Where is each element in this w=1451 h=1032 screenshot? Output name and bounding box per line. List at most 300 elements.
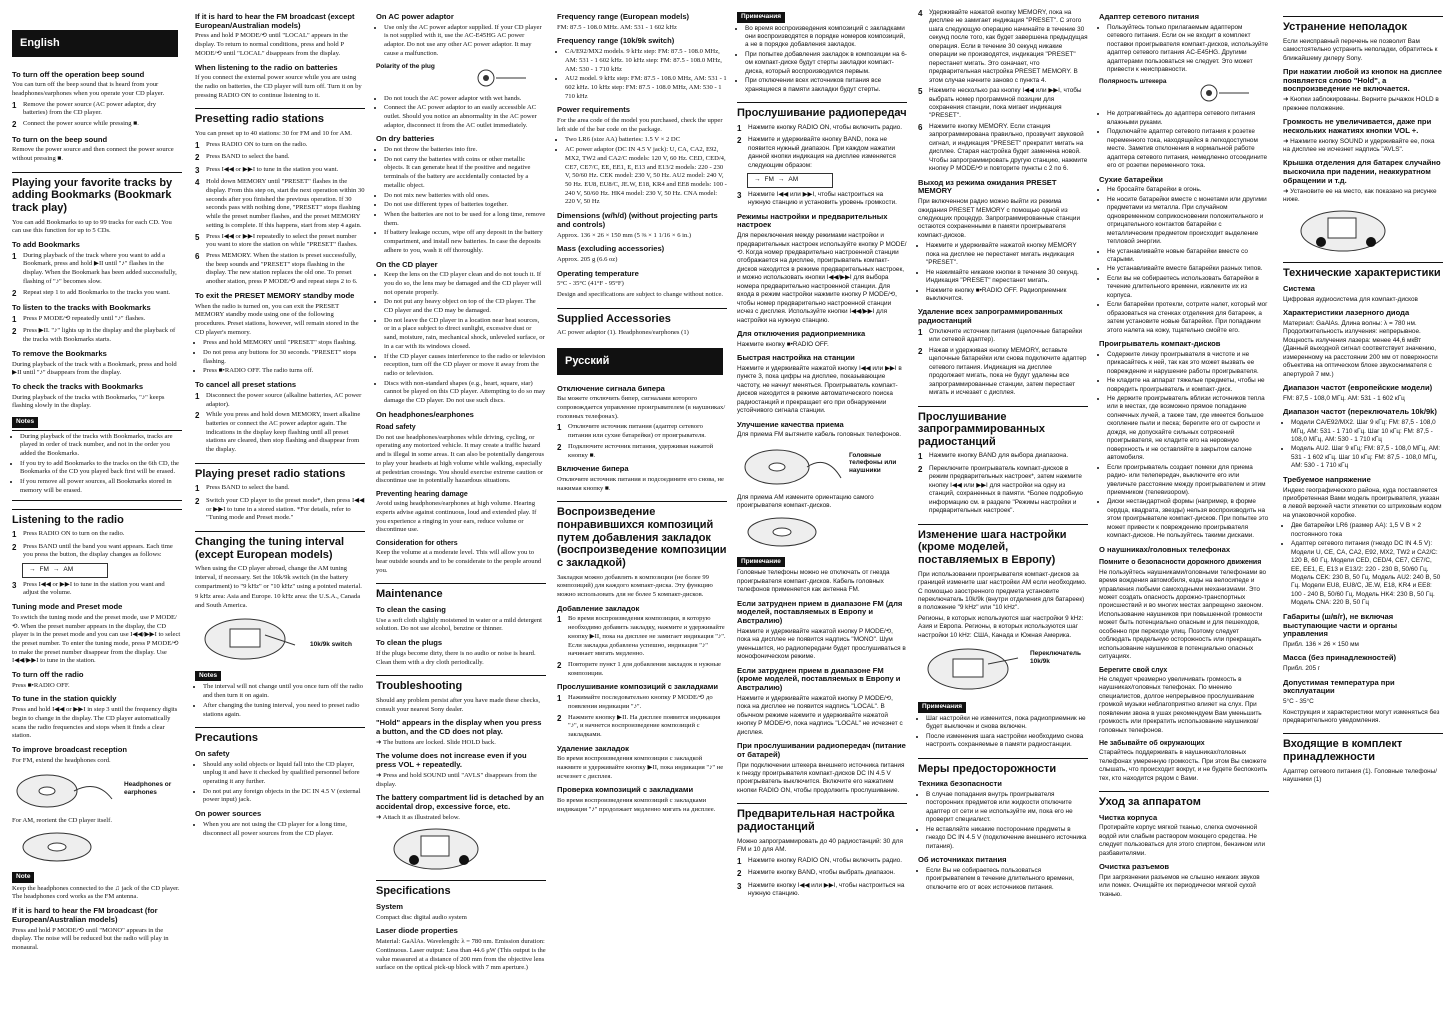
headphones-illustration: Головные телефоны или наушники [737, 444, 907, 490]
paragraph: 9 kHz area: Asia and Europe. 10 kHz area: the U.S.A., Canada and South America. [195, 593, 361, 610]
paragraph: AC power adaptor (1). Headphones/earphones (1) [557, 329, 689, 337]
list-item: • Нажмите кнопку ■•RADIO OFF. Радиоприемник выключится. [926, 287, 1088, 304]
list-item: • AU2 model. 9 kHz step: FM: 87.5 - 108.0 MHz, AM: 531 - 1 602 kHz. 10 kHz step: FM: 87.5 - 108.0 MHz, AM: 530 - 1 710 kHz [565, 75, 727, 101]
paragraph: If you connect the external power source while you are using the radio on batteries, the CD player will turn off. Turn it on by pressing RADIO ON to continue listening to it. [195, 74, 362, 99]
section-title: Требуемое напряжение [1283, 474, 1371, 484]
heading: Прослушивание радиопередач [737, 102, 907, 120]
paragraph: Keep the volume at a moderate level. This will allow you to hear outside sounds and to be considerate to the people around you. [376, 549, 542, 574]
paragraph: ➜ Attach it as illustrated below. [376, 813, 460, 821]
section-title: To improve broadcast reception [12, 745, 128, 755]
section-title: To listen to the tracks with Bookmarks [12, 303, 151, 313]
list-item: • Do not use different types of batteries together. [384, 201, 546, 210]
list-item: • Do not carry the batteries with coins or other metallic objects. It can generate heat if the positive and negative terminals of the battery are accidentally contacted by a metallic object. [384, 156, 546, 191]
step: 2 Press ▶II. "♪" lights up in the display and the playback of the tracks with Bookmarks starts. [12, 327, 176, 344]
paragraph: Нажмите и удерживайте нажатой кнопку I◀◀ или ▶▶I в пункте 3, пока цифры на дисплее, показывающие частоту, не начнут меняться. Проигрыватель компакт-дисков находится в режиме автоматического поиска радиостанций и прекращает его при обнаружении устойчивого сигнала станции. [737, 365, 902, 415]
column-3 [376, 8, 546, 975]
section-title: Mass (excluding accessories) [557, 244, 665, 254]
step: 2 Repeat step 1 to add Bookmarks to the tracks you want. [12, 288, 171, 298]
column-2 [195, 8, 365, 840]
section-title: Frequency range (10k/9k switch) [557, 36, 675, 46]
heading: Технические характеристики [1283, 262, 1443, 280]
list-item: • If battery leakage occurs, wipe off any deposit in the battery compartment, and install new batteries. In case the deposits adhere to you, wash it off thoroughly. [384, 229, 546, 255]
step: 3 Нажмите кнопку I◀◀ или ▶▶I, чтобы настроиться на нужную станцию. [737, 881, 905, 898]
paragraph: Во время воспроизведения композиций с закладками индикация "♪" продолжает медленно мигать на дисплее. [557, 797, 716, 813]
section-title: Frequency range (European models) [557, 12, 690, 21]
paragraph: Нажмите кнопку ■•RADIO OFF. [737, 340, 829, 348]
note-item: • If you try to add Bookmarks to the tracks on the 6th CD, the Bookmarks of the CD you played back first will be erased. [20, 460, 182, 477]
heading: Устранение неполадок [1283, 16, 1443, 34]
heading: Maintenance [376, 583, 546, 601]
heading: Changing the tuning interval (except European models) [195, 531, 365, 561]
paragraph: During playback of the track with a Bookmark, press and hold ▶II until "♪" disappears from the display. [12, 360, 177, 377]
paragraph: Прибл. 205 г [1283, 665, 1321, 673]
step: 2 Press BAND until the band you want appears. Each time you press the button, the display changes as follows: [12, 542, 173, 559]
step: 2 Press BAND to select the band. [195, 153, 290, 163]
paragraph: To switch the tuning mode and the preset mode, use P MODE/⟲. When the preset number appears in the display, the CD player is in the preset mode and you can use I◀◀/▶▶I to select the preset number. To enter the tuning mode, press P MODE/⟲ to make the preset number disappear from the display. Use I◀◀/▶▶I to tune in the station. [12, 613, 181, 665]
list-item: • CA/E92/MX2 models. 9 kHz step: FM: 87.5 - 108.0 MHz, AM: 531 - 1 602 kHz. 10 kHz step: FM: 87.5 - 108.0 MHz, AM: 530 - 1 710 kHz [565, 48, 727, 74]
subsection-title: Помните о безопасности дорожного движения [1099, 559, 1262, 567]
section-title: О наушниках/головных телефонах [1099, 544, 1231, 554]
list-item: • Не устанавливайте новые батарейки вместе со старыми. [1107, 248, 1269, 265]
list-item: • Диски нестандартной формы (например, в форме сердца, квадрата, звезды) нельзя воспроизводить на этом проигрывателе компакт-дисков. При попытке это может привести к повреждению проигрывателя компакт-дисков. Не пользуйтесь такими дисками. [1107, 498, 1269, 540]
step: 2 Переключите проигрыватель компакт-дисков в режим предварительных настроек*, затем нажмите кнопку I◀◀ или ▶▶I для настройки на одну из станций, сохраненных в памяти. *Более подробную информацию см. в разделе "Режимы настройки и предварительных настроек". [918, 465, 1083, 515]
list-item: • Should any solid objects or liquid fall into the CD player, unplug it and have it checked by qualified personnel before operating it any further. [203, 761, 365, 787]
heading: Предварительная настройка радиостанций [737, 803, 907, 833]
list-item: • Press ■•RADIO OFF. The radio turns off. [203, 367, 365, 376]
notes-label: Примечания [918, 702, 966, 713]
section-title: Удаление всех запрограммированных радиостанций [918, 307, 1063, 326]
plug-polarity-icon [466, 65, 536, 91]
step: 3 Press I◀◀ or ▶▶I to tune in the station you want and adjust the volume. [12, 580, 165, 597]
step: 4 Удерживайте нажатой кнопку MEMORY, пока на дисплее не замигает индикация "PRESET". С этого шага следующую операцию начинайте в течение 30 секунд после того, как будет завершена предыдущая операция. Если в течение 30 секунд никакие операции не производятся, индикация "PRESET" перестанет мигать. Это означает, что предварительная настройка PRESET MEMORY. В этом случае начните заново с пункта 4. [918, 9, 1088, 84]
subsection-title: Consideration for others [376, 539, 458, 547]
heading: Прослушивание запрограммированных радиостанций [918, 406, 1088, 449]
list-item: • Не дотрагивайтесь до адаптера сетевого питания влажными руками. [1107, 110, 1269, 127]
paragraph: Во время воспроизведения композиции с закладкой нажмите и удерживайте кнопку ▶II, пока индикация "♪" не исчезнет с дисплея. [557, 755, 724, 780]
step: 4 Hold down MEMORY until "PRESET" flashes in the display. From this step on, start the next operation within 30 seconds after you finished the previous operation. If 30 seconds pass with nothing done, "PRESET" stops flashing while the preset number flashes, and the preset MEMORY setting is complete. If this happens, start from step 4 again. [195, 178, 365, 229]
step: 2 Нажмите кнопку ▶II. На дисплее появится индикация "♪", и начнется воспроизведение композиций с закладками. [557, 713, 721, 738]
switch-illustration: 10k/9k switch [195, 615, 365, 663]
section-title: On headphones/earphones [376, 409, 474, 419]
section-title: Выход из режима ожидания PRESET MEMORY [918, 177, 1057, 196]
paragraph: You can preset up to 40 stations: 30 for FM and 10 for AM. [195, 130, 352, 138]
list-item: • When the batteries are not to be used for a long time, remove them. [384, 211, 546, 228]
step: 1 Press P MODE/⟲ repeatedly until "♪" flashes. [12, 314, 146, 324]
battery-compartment-icon [195, 615, 305, 663]
section-title: Характеристики лазерного диода [1283, 308, 1410, 318]
section-title: Tuning mode and Preset mode [12, 602, 123, 612]
step: 2 Повторите пункт 1 для добавления закладок в нужные композиции. [557, 660, 721, 677]
step: 1 Отключите источник питания (щелочные батарейки или сетевой адаптер). [918, 327, 1083, 344]
battery-compartment-icon [918, 644, 1028, 694]
section-title: При нажатии любой из кнопок на дисплее появляется слово "Hold", а воспроизведение не включается. [1283, 67, 1442, 94]
paragraph: Не следует чрезмерно увеличивать громкость в наушниках/головных телефонах. По мнению специалистов, долгое непрерывное прослушивание громкой музыки неблагоприятно влияет на слух. При появлении звона в ушах рекомендуем Вам уменьшить громкость или прекратить использование наушников/головных телефонов. [1099, 675, 1262, 734]
section-title: Допустимая температура при эксплуатации [1283, 677, 1395, 696]
heading: Precautions [195, 727, 365, 745]
heading: Playing your favorite tracks by adding Bookmarks (Bookmark track play) [12, 172, 182, 215]
note-item: • После изменения шага настройки необходимо снова настроить сохраняемые в памяти радиостанции. [926, 733, 1088, 750]
section-title: On power sources [195, 809, 262, 819]
switch-illustration: Переключатель 10k/9k [918, 644, 1088, 694]
list-item: • Do not mix new batteries with old ones. [384, 192, 546, 201]
paragraph: Press ■•RADIO OFF. [12, 681, 70, 689]
paragraph: Avoid using headphones/earphones at high volume. Hearing experts advise against continuous, loud and extended play. If you experience a ringing in your ears, reduce volume or discontinue use. [376, 500, 537, 534]
paragraph: When the radio is turned on, you can exit the PRESET MEMORY standby mode using one of the following procedures. Preset stations, however, will remain stored in the CD player's memory. [195, 302, 359, 336]
section-title: The volume does not increase even if you press VOL + repeatedly. [376, 751, 527, 770]
step: 3 Нажмите I◀◀ или ▶▶I, чтобы настроиться на нужную станцию и установить уровень громкости. [737, 190, 897, 207]
paragraph: ➜ Нажмите кнопку SOUND и удерживайте ее, пока на дисплее не исчезнет надпись "AVLS". [1283, 137, 1435, 153]
step: 2 Нажмите кнопку BAND, чтобы выбрать диапазон. [737, 869, 896, 879]
column-6 [918, 8, 1088, 894]
paragraph: When using the CD player abroad, change the AM tuning interval, if necessary. Set the 10k/9k switch (in the battery compartment) to "9 kHz" or "10 kHz" using a pointed material. [195, 565, 362, 590]
list-item: • В случае попадания внутрь проигрывателя посторонних предметов или жидкости отключите адаптер от сети и не используйте им, пока его не проверит специалист. [926, 791, 1088, 825]
section-title: Громкость не увеличивается, даже при нескольких нажатиях кнопки VOL +. [1283, 117, 1432, 135]
list-item: • Не носите батарейки вместе с монетами или другими предметами из металла. При случайном одновременном соприкосновении положительного и отрицательного контактов батарейки с металлическим предметом происходит выделение тепловой энергии. [1107, 196, 1269, 247]
section-title: Сухие батарейки [1099, 174, 1163, 184]
section-title: To cancel all preset stations [195, 380, 297, 390]
section-title: If it is hard to hear the FM broadcast (for European/Australian models) [12, 906, 158, 924]
paragraph: Адаптер сетевого питания (1). Головные телефоны/наушники (1) [1283, 767, 1438, 784]
paragraph: Material: GaAlAs. Wavelength: λ = 780 nm. Emission duration: Continuous. Laser output: Less than 44.6 μW (This output is the value measured at a distance of 200 mm from the objective lens surface on the optical pick-up block with 7 mm aperture.) [376, 938, 546, 972]
section-title: System [376, 902, 404, 912]
section-title: "Hold" appears in the display when you press a button, and the CD does not play. [376, 718, 542, 736]
section-title: To turn on the beep sound [12, 134, 108, 144]
paragraph: For FM, extend the headphones cord. [12, 756, 111, 764]
heading: Входящие в комплект принадлежности [1283, 733, 1443, 763]
paragraph: Use a soft cloth slightly moistened in water or a mild detergent solution. Do not use alcohol, benzine or thinner. [376, 616, 542, 633]
step: 1 Нажмите кнопку RADIO ON, чтобы включить радио. [737, 856, 903, 866]
section-title: Включение бипера [557, 464, 629, 474]
paragraph: Отключите источник питания и подсоедините его снова, не нажимая кнопку ■. [557, 476, 724, 492]
paragraph: Нажмите и удерживайте нажатой кнопку P MODE/⟲, пока на дисплее не появится надпись "MONO". Шум уменьшится, но радиопередачи будет прослушиваться в монофоническом режиме. [737, 627, 906, 661]
section-title: On the CD player [376, 259, 438, 269]
polarity-illustration: Полярность штекера [1099, 78, 1269, 106]
paragraph: Вы можете отключить бипер, сигналами которого сопровождается управление проигрывателем (в наушниках/головных телефонах). [557, 395, 726, 420]
list-item: • Нажмите и удерживайте нажатой кнопку MEMORY пока на дисплее не перестанет мигать индикация "PRESET". [926, 242, 1088, 267]
step: 2 Connect the power source while pressing ■. [12, 120, 139, 130]
paragraph: Старайтесь поддерживать в наушниках/головных телефонах умеренную громкость. При этом Вы сможете слышать, что происходит вокруг, и не будете беспокоить тех, кто находится рядом с Вами. [1099, 749, 1268, 782]
paragraph: Should any problem persist after you have made these checks, consult your nearest Sony dealer. [376, 696, 541, 713]
paragraph: Головные телефоны можно не отключать от гнезда проигрывателя компакт-дисков. Кабель головных телефонов применяется как антенна FM. [737, 569, 890, 594]
subsection-title: Берегите свой слух [1099, 666, 1168, 674]
paragraph: При загрязнении разъемов не слышно никаких звуков или помех. Очищайте их периодически мягкой сухой тканью. [1099, 874, 1260, 898]
list-item: • Discs with non-standard shapes (e.g., heart, square, star) cannot be played on this CD player. Attempting to do so may damage the CD player. Do not use such discs. [384, 380, 546, 406]
paragraph: You can add Bookmarks to up to 99 tracks for each CD. You can use this function for up to 5 CDs. [12, 218, 172, 235]
step: 2 Switch your CD player to the preset mode*, then press I◀◀ or ▶▶I to tune in a stored station. *For details, refer to "Tuning mode and Preset mode." [195, 496, 365, 522]
column-4 [557, 8, 727, 817]
paragraph: Для переключения между режимами настройки и предварительных настроек используйте кнопку P MODE/⟲. Когда номер предварительно настроенной станции отображается на дисплее, проигрыватель компакт-дисков находится в режиме предварительных настроек, и можно использовать кнопки I◀◀/▶▶I для выбора номера предварительно настроенной станции. Для входа в режим настройки нажмите кнопку P MODE/⟲, чтобы номер предварительно настроенной станции исчез с дисплея. Используйте кнопки I◀◀/▶▶I для настройки на нужную станцию. [737, 232, 907, 324]
cd-player-illustration [12, 830, 182, 864]
paragraph: ➜ Установите ее на место, как показано на рисунке ниже. [1283, 187, 1437, 204]
list-item: • Не кладите на аппарат тяжелые предметы, чтобы не повредить проигрыватель и компакт-диск. [1107, 377, 1269, 394]
paragraph: При использовании проигрывателя компакт-дисков за границей измените шаг настройки AM если необходимо. С помощью заостренного предмета установите переключатель 10k/9k (внутри отделения для батареек) в положение "9 kHz" или "10 kHz". [918, 570, 1087, 612]
note-item: • The interval will not change until you once turn off the radio and then turn it on again. [203, 683, 365, 700]
section-title: Крышка отделения для батарек случайно выскочила при падении, неаккуратном обращении и т.д. [1283, 158, 1441, 185]
step: 1 During playback of the track where you want to add a Bookmark, press and hold ▶II until "♪" flashes in the display. When the Bookmark has been added successfully, flashing of "♪" becomes slow. [12, 251, 177, 285]
language-tab-russian: Русский [557, 348, 723, 375]
section-title: The battery compartment lid is detached by an accidental drop, excessive force, etc. [376, 793, 544, 811]
list-item: • Если проигрыватель создает помехи для приема радио- или телепередач, выключите его или увеличьте расстояние между проигрывателем и этим приемником (телевизором). [1107, 464, 1269, 498]
section-title: If it is hard to hear the FM broadcast (except European/Australian models) [195, 12, 355, 30]
section-title: To add Bookmarks [12, 240, 80, 250]
paragraph: For AM, reorient the CD player itself. [12, 817, 112, 825]
section-title: Dimensions (w/h/d) (without projecting parts and controls) [557, 211, 718, 229]
section-title: Улучшение качества приема [737, 419, 844, 429]
paragraph: Press and hold P MODE/⟲ until "LOCAL" appears in the display. To return to normal conditions, press and hold P MODE/⟲ until "LOCAL" disappears from the display. [195, 32, 348, 57]
heading: Меры предосторожности [918, 758, 1088, 776]
list-item: • Не устанавливайте вместе батарейки разных типов. [1107, 265, 1269, 273]
section-title: Диапазон частот (европейские модели) [1283, 383, 1433, 393]
paragraph: ➜ The buttons are locked. Slide HOLD back. [376, 738, 496, 746]
paragraph: FM: 87,5 - 108,0 МГц. AM: 531 - 1 602 кГц [1283, 394, 1405, 402]
paragraph: При включенном радио можно выйти из режима ожидания PRESET MEMORY с помощью одной из следующих процедур. Запрограммированные станции остаются сохраненными в памяти проигрывателя компакт-дисков. [918, 198, 1081, 239]
section-title: Система [1283, 284, 1315, 294]
paragraph: Материал: GaAlAs. Длина волны: λ = 780 нм. Продолжительность излучения: непрерывное. Мощность излучения лазера: менее 44,6 мкВт (Данный выходной сигнал соответствует значению, измеренному на расстоянии 200 мм от поверхности объектива на оптическом блоке звукоснимателя с апертурой 7 мм.) [1283, 320, 1438, 378]
subsection-title: Не забывайте об окружающих [1099, 740, 1205, 748]
list-item: • Use only the AC power adaptor supplied. If your CD player is not supplied with it, use the AC-E45HG AC power adaptor. Do not use any other AC power adaptor. It may cause a malfunction. [384, 24, 546, 59]
list-item: • Если батарейки протекли, сотрите налет, который мог образоваться на стенках отделения для батареек, а затем установите новые батарейки. При попадании этого налета на кожу, тщательно смойте его. [1107, 301, 1269, 335]
paragraph: Индекс географического района, куда поставляется приобретенная Вами модель проигрывателя, указан в левой верхней части этикетки со штриховым кодом на упаковочной коробке. [1283, 486, 1442, 519]
step: 5 Нажмите несколько раз кнопку I◀◀ или ▶▶I, чтобы выбрать номер программной позиции для сохранения станции, пока мигает индикация "PRESET". [918, 87, 1082, 120]
section-title: Для отключения радиоприемника [737, 329, 866, 339]
band-flow-diagram: → FM → AM [747, 173, 833, 188]
heading: Supplied Accessories [557, 308, 727, 326]
step: 1 Нажмите кнопку BAND для выбора диапазона. [918, 452, 1069, 462]
paragraph: Если неисправный перечень не позволит Вам самостоятельно устранить неполадки, обратитесь к ближайшему дилеру Sony. [1283, 37, 1438, 62]
section-title: On AC power adaptor [376, 12, 454, 21]
step: 6 Нажмите кнопку MEMORY. Если станция запрограммирована правильно, прозвучит звуковой сигнал, и индикация "PRESET" прекратит мигать на дисплее. Старая настройка будет заменена новой. Чтобы запрограммировать другую станцию, нажмите кнопку P MODE/⟲ и повторите пункты с 2 по 6. [918, 122, 1088, 173]
section-title: Power requirements [557, 105, 631, 115]
list-item: • AC power adaptor (DC IN 4.5 V jack): U, CA, CA2, E92, MX2, TW2 and CA2/C models: 120 V, 60 Hz. CED, CED/4, CE7, CE7/C, EE, EE1, E, E13 and E13/2 models: 220 - 230 V, 50/60 Hz. CEK model: 230 V, 50 Hz. AU2 model: 240 V, 50 Hz. EU8, EU8/C, JE.W, E18, KR4 and EE8 models: 100 - 240 V, 50/60 Hz. HK4 model: 230 V, 50 Hz. CNA model: 220 V, 50 Hz [565, 146, 727, 207]
paragraph: Цифровая аудиосистема для компакт-дисков [1283, 295, 1418, 303]
headphones-illustration: Headphones or earphones [12, 769, 182, 813]
section-title: To clean the plugs [376, 638, 443, 648]
step: 6 Press MEMORY. When the station is preset successfully, the beep sounds and "PRESET" stops flashing in the display. The new station replaces the old one. To preset another station, press P MODE/⟲ and repeat steps 2 to 6. [195, 251, 358, 286]
step: 1 Press RADIO ON to turn on the radio. [195, 140, 308, 150]
band-flow-diagram: → FM → AM [22, 563, 108, 578]
heading: Listening to the radio [12, 509, 182, 527]
note-label: Примечание [737, 557, 785, 568]
column-1 [12, 8, 182, 955]
paragraph: Регионы, в которых используются шаг настройки 9 kHz: Азия и Европа. Регионы, в которых используются шаг настройки 10 kHz: США, Канада и Южная Америка. [918, 614, 1084, 639]
heading: Уход за аппаратом [1099, 791, 1269, 809]
paragraph: Keep the headphones connected to the ♫ jack of the CD player. The headphones cord works as the FM antenna. [12, 884, 180, 901]
step: 1 Нажмите кнопку RADIO ON, чтобы включить радио. [737, 123, 903, 133]
section-title: Прослушивание композиций с закладками [557, 682, 719, 692]
paragraph: 5°C - 35°C (41°F - 95°F) [557, 280, 624, 288]
paragraph: Approx. 136 × 26 × 150 mm (5 ⅜ × 1 1/16 × 6 in.) [557, 231, 692, 239]
cd-player-illustration [737, 515, 907, 549]
step: 2 While you press and hold down MEMORY, insert alkaline batteries or connect the AC power adaptor again. The indications in the display keep flashing until all preset stations are cleared, then stop flashing and disappear from the display. [195, 411, 361, 454]
section-title: To tune in the station quickly [12, 694, 117, 704]
note-item: • При попытке добавления закладок в композиции на 6-ом компакт-диске будут стерты закладки компакт-диска, который воспроизводился первым. [745, 51, 907, 76]
list-item: • Содержите линзу проигрывателя в чистоте и не прикасайтесь к ней, так как это может вызвать ее повреждение и нарушение работы проигрывателя. [1107, 351, 1269, 376]
heading: Specifications [376, 880, 546, 898]
cd-player-icon [737, 444, 847, 490]
battery-lid-icon [376, 826, 496, 872]
paragraph: Compact disc digital audio system [376, 913, 467, 921]
section-title: Чистка корпуса [1099, 812, 1158, 822]
section-title: To turn off the radio [12, 670, 84, 680]
step: 1 Press RADIO ON to turn on the radio. [12, 530, 125, 540]
step: 1 Remove the power source (AC power adaptor, dry batteries) from the CD player. [12, 100, 157, 117]
list-item: • Адаптер сетевого питания (гнездо DC IN 4.5 V): Модели U, CE, CA, CA2, E92, MX2, TW2 и CA2/C: 120 В, 60 Гц. Модели CED, CED/4, CE7, CE7/C, EE, EE1, E, E13 и E13/2: 220 - 230 В, 50/60 Гц. Модель CEK: 230 В, 50 Гц. Модель AU2: 240 В, 50 Гц. Модели EU8, EU8/C, JE.W, E18, KR4 и EE8: 100 - 240 В, 50/60 Гц. Модель HK4: 230 В, 50 Гц. Модель CNA: 220 В, 50 Гц [1291, 540, 1443, 608]
paragraph: Approx. 205 g (6.6 oz) [557, 255, 618, 263]
step: 1 Disconnect the power source (alkaline batteries, AC power adaptor). [195, 391, 362, 408]
paragraph: Нажмите и удерживайте нажатой кнопку P MODE/⟲, пока на дисплее не появится надпись "LOCAL". В обычном режиме нажмите и удерживайте нажатой кнопку P MODE/⟲, пока надпись "LOCAL" не исчезнет с дисплея. [737, 694, 903, 736]
section-title: Добавление закладок [557, 603, 640, 613]
heading: Playing preset radio stations [195, 463, 365, 481]
notes-label: Notes [195, 671, 221, 682]
note-item: • Во время воспроизведения композиций с закладками они воспроизводятся в порядке номеров композиций, а не в порядке добавления закладок. [745, 25, 907, 50]
paragraph: Прибл. 136 × 26 × 150 мм [1283, 641, 1359, 648]
list-item: • Если вы не собираетесь использовать батарейки в течение длительного времени, извлеките их из корпуса. [1107, 275, 1269, 300]
step: 2 Нажмите и удерживайте кнопку BAND, пока не появится нужный диапазон. При каждом нажатии данной кнопки индикация на дисплее изменяется следующим образом: [737, 136, 896, 169]
paragraph: You can turn off the beep sound that is heard from your headphones/earphones when you operate your CD player. [12, 81, 165, 97]
heading: Presetting radio stations [195, 108, 365, 126]
section-title: Техника безопасности [918, 779, 1002, 789]
list-item: • Connect the AC power adaptor to an easily accessible AC outlet. Should you notice an abnormality in the AC power adaptor, disconnect it from the AC outlet immediately. [384, 104, 546, 130]
section-title: При прослушивании радиопередач (питание от батарей) [737, 741, 906, 759]
list-item: • Модели CA/E92/MX2. Шаг 9 кГц: FM: 87,5 - 108,0 МГц, AM: 531 - 1 710 кГц. Шаг 10 кГц: FM: 87,5 - 108,0 МГц, AM: 530 - 1 710 кГц [1291, 419, 1443, 444]
paragraph: 5°С - 35°С [1283, 698, 1314, 706]
cd-player-icon [737, 515, 827, 549]
battery-lid-icon [1283, 208, 1403, 254]
heading: Изменение шага настройки (кроме моделей, поставляемых в Европу) [918, 524, 1088, 567]
list-item: • Two LR6 (size AA) batteries: 1.5 V × 2 DC [565, 136, 727, 145]
step: 1 Нажимайте последовательно кнопку P MODE/⟲ до появления индикации "♪". [557, 694, 713, 710]
list-item: • Do not throw the batteries into fire. [384, 146, 546, 155]
step: 2 Подключите источник питания, удерживая нажатой кнопку ■. [557, 442, 714, 459]
paragraph: При подключении штекера внешнего источника питания к гнезду проигрывателя компакт-дисков DC IN 4.5 V проигрыватель выключится. Включите его нажатием кнопки RADIO ON, чтобы продолжить прослушивание. [737, 761, 905, 794]
heading: Воспроизведение понравившихся композиций путем добавления закладок (воспроизведение композиции с закладкой) [557, 501, 727, 569]
list-item: • Keep the lens on the CD player clean and do not touch it. If you do so, the lens may be damaged and the CD player will not operate properly. [384, 271, 546, 297]
section-title: When listening to the radio on batteries [195, 62, 338, 72]
paragraph: If the plugs become dirty, there is no audio or noise is heard. Clean them with a dry cloth periodically. [376, 649, 536, 666]
cd-player-icon [12, 769, 122, 813]
section-title: To exit the PRESET MEMORY standby mode [195, 290, 355, 300]
list-item: • Подключайте адаптер сетевого питания к розетке переменного тока, находящейся в легкодоступном месте. Заметив отклонения в нормальной работе адаптера сетевого питания, немедленно отсоедините его от розетки переменного тока. [1107, 128, 1269, 170]
section-title: Laser diode properties [376, 926, 458, 936]
notes-label: Notes [12, 417, 38, 428]
notes-label: Примечания [737, 12, 785, 23]
list-item: • Press and hold MEMORY until "PRESET" stops flashing. [203, 339, 365, 348]
section-title: Об источниках питания [918, 855, 1007, 865]
subsection-title: Preventing hearing damage [376, 490, 468, 498]
paragraph: For the area code of the model you purchased, check the upper left side of the bar code on the package. [557, 117, 723, 133]
section-title: Удаление закладок [557, 743, 629, 753]
note-item: • If you remove all power sources, all Bookmarks stored in memory will be erased. [20, 478, 182, 495]
section-title: Очистка разъемов [1099, 862, 1170, 872]
list-item: • Не держите проигрыватель вблизи источников тепла или в местах, где возможно прямое попадание солнечных лучей, а также там, где имеется большое скопление пыли и песка; берегите его от сырости и дождя, не допускайте сильных сотрясений проигрывателя, не кладите его на неровную поверхность и не оставляйте в закрытом салоне автомобиля. [1107, 395, 1269, 463]
list-item: • Не бросайте батарейки в огонь. [1107, 186, 1269, 194]
section-title: Диапазон частот (переключатель 10k/9k) [1283, 407, 1437, 417]
paragraph: ➜ Press and hold SOUND until "AVLS" disappears from the display. [376, 771, 537, 788]
paragraph: Press and hold I◀◀ or ▶▶I in step 3 until the frequency digits begin to change in the display. The CD player automatically scans the radio frequencies and stops when it finds a clear station. [12, 706, 178, 740]
section-title: To remove the Bookmarks [12, 348, 107, 358]
list-item: • If the CD player causes interference to the radio or television reception, turn off the CD player or move it away from the radio or television. [384, 353, 546, 379]
paragraph: Remove the power source and then connect the power source without pressing ■. [12, 146, 174, 163]
step: 1 Press BAND to select the band. [195, 484, 290, 494]
paragraph: Design and specifications are subject to change without notice. [557, 291, 724, 299]
section-title: Если затруднен прием в диапазоне FM (кроме моделей, поставляемых в Европу и Австралию) [737, 665, 901, 693]
paragraph: ➜ Кнопки заблокированы. Верните рычажок HOLD в прежнее положение. [1283, 96, 1439, 112]
note-item: • При отключении всех источников питания все хранящиеся в памяти закладки будут стерты. [745, 77, 907, 94]
column-7 [1099, 8, 1269, 901]
note-item: • Шаг настройки не изменится, пока радиоприемник не будет выключен и снова включен. [926, 715, 1088, 732]
section-title: Масса (без принадлежностей) [1283, 653, 1397, 663]
list-item: • Пользуйтесь только прилагаемым адаптером сетевого питания. Если он не входит в комплект поставки проигрывателя компакт-дисков, используйте адаптер сетевого питания AC-E45HG. Другими адаптерами пользоваться не следует. Это может привести к неисправности. [1107, 24, 1269, 75]
paragraph: Для приема FM вытяните кабель головных телефонов. [737, 431, 902, 439]
column-5 [737, 8, 907, 901]
section-title: On safety [195, 748, 230, 758]
section-title: Режимы настройки и предварительных настроек [737, 211, 888, 230]
paragraph: Do not use headphones/earphones while driving, cycling, or operating any motorized vehicle. It may create a traffic hazard and is illegal in some areas. It can also be potentially dangerous to play your headsets at high volume while walking, especially at pedestrian crossings. You should exercise extreme caution or discontinue use in potentially hazardous situations. [376, 433, 545, 485]
paragraph: Не пользуйтесь наушниками/головными телефонами во время вождения автомобиля, езды на велосипеде и управления любыми самоходными механизмами. Это может создать опасность дорожно-транспортных происшествий и во многих местах запрещено законом. Использование наушников при повышенной громкости может быть потенциально опасным и для пешеходов, особенно при переходе улиц. Поэтому следует соблюдать предельную осторожность или прекращать использование наушников в потенциально опасных ситуациях. [1099, 568, 1267, 661]
list-item: • Do not touch the AC power adaptor with wet hands. [384, 95, 546, 104]
note-label: Note [12, 872, 34, 883]
note-item: • During playback of the tracks with Bookmarks, tracks are played in order of track number, and not in the order you added the Bookmarks. [20, 433, 182, 459]
section-title: Если затруднен прием в диапазоне FM (для моделей, поставляемых в Европу и Австралию) [737, 598, 903, 626]
cd-player-icon [12, 830, 102, 864]
section-title: Отключение сигнала бипера [557, 383, 665, 393]
section-title: Адаптер сетевого питания [1099, 12, 1199, 21]
battery-lid-illustration [1283, 208, 1443, 254]
step: 2 Нажав и удерживая кнопку MEMORY, вставьте щелочные батарейки или снова подключите адаптер сетевого питания. Индикация на дисплее продолжает мигать, пока не будут удалены все запрограммированные станции, затем перестает мигать и исчезает с дисплея. [918, 346, 1087, 397]
subsection-title: Road safety [376, 424, 416, 432]
paragraph: FM: 87.5 - 108.0 MHz. AM: 531 - 1 602 kHz [557, 23, 677, 31]
heading: Troubleshooting [376, 675, 546, 693]
notes-box [12, 430, 182, 501]
paragraph: Для приема AM измените ориентацию самого проигрывателя компакт-дисков. [737, 493, 874, 510]
section-title: To turn off the operation beep sound [12, 69, 145, 79]
step: 5 Press I◀◀ or ▶▶I repeatedly to select the preset number you want to store the station on while "PRESET" flashes. [195, 232, 358, 249]
section-title: Быстрая настройка на станции [737, 353, 855, 363]
polarity-illustration: Polarity of the plug [376, 63, 546, 91]
list-item: • Если Вы не собираетесь пользоваться проигрывателем в течение длительного времени, отключите его от всех источников питания. [926, 867, 1088, 892]
step: 1 Во время воспроизведения композиции, в которую необходимо добавить закладку, нажмите и удерживайте кнопку ▶II, пока на дисплее не замигает индикация "♪". Если закладка добавлена успешно, индикация "♪" начинает мигать медленно. [557, 615, 726, 658]
paragraph: Конструкция и характеристики могут изменяться без предварительного уведомления. [1283, 708, 1440, 724]
list-item: • Do not put any foreign objects in the DC IN 4.5 V (external power input) jack. [203, 788, 365, 805]
paragraph: Можно запрограммировать до 40 радиостанций: 30 для FM и 10 для AM. [737, 837, 903, 854]
paragraph: Закладки можно добавлять в композиции (не более 99 композиций) для каждого компакт-диска. Эту функцию можно использовать для не более 5 компакт-дисков. [557, 573, 713, 599]
section-title: To check the tracks with Bookmarks [12, 381, 144, 391]
plug-polarity-icon [1189, 80, 1259, 106]
list-item: • Не вставляйте никакие посторонние предметы в гнездо DC IN 4.5 V (подключение внешнего источника питания). [926, 826, 1088, 851]
note-item: • After changing the tuning interval, you need to preset radio stations again. [203, 702, 365, 719]
section-title: Габариты (ш/в/г), не включая выступающие части и органы управления [1283, 611, 1398, 639]
battery-lid-illustration [376, 826, 546, 872]
paragraph: Press and hold P MODE/⟲ until "MONO" appears in the display. The noise will be reduced but the radio will play in monaural. [12, 926, 169, 951]
list-item: • Do not leave the CD player in a location near heat sources, or in a place subject to direct sunlight, excessive dust or sand, moisture, rain, mechanical shock, unleveled surface, or in a car with its windows closed. [384, 317, 546, 352]
paragraph: Протирайте корпус мягкой тканью, слегка смоченной водой или слабым раствором моющего средства. Не следует пользоваться для этого спиртом, бензином или разбавителями. [1099, 824, 1266, 857]
step: 1 Отключите источник питания (адаптер сетевого питания или сухие батарейки) от проигрывателя. [557, 423, 706, 440]
list-item: • Две батарейки LR6 (размер AA): 1,5 V В × 2 постоянного тока [1291, 522, 1443, 539]
list-item: • Не нажимайте никакие кнопки в течение 30 секунд. Индикация "PRESET" перестанет мигать. [926, 269, 1088, 286]
list-item: • Do not put any heavy object on top of the CD player. The CD player and the CD may be damaged. [384, 298, 546, 315]
column-8 [1283, 8, 1443, 787]
section-title: Проигрыватель компакт-дисков [1099, 339, 1221, 349]
list-item: • Модель AU2. Шаг 9 кГц: FM: 87,5 - 108,0 МГц, AM: 531 - 1 602 кГц. Шаг 10 кГц: FM: 87,5 - 108,0 МГц, AM: 530 - 1 710 кГц [1291, 445, 1443, 470]
list-item: • Do not press any buttons for 30 seconds. "PRESET" stops flashing. [203, 349, 365, 366]
language-tab-english: English [12, 30, 178, 57]
list-item: • When you are not using the CD player for a long time, disconnect all power sources from the CD player. [203, 821, 365, 838]
section-title: Operating temperature [557, 268, 639, 278]
section-title: To clean the casing [376, 604, 446, 614]
section-title: On dry batteries [376, 134, 435, 144]
section-title: Проверка композиций с закладками [557, 785, 694, 795]
paragraph: During playback of the tracks with Bookmarks, "♪" keeps flashing slowly in the display. [12, 393, 165, 410]
